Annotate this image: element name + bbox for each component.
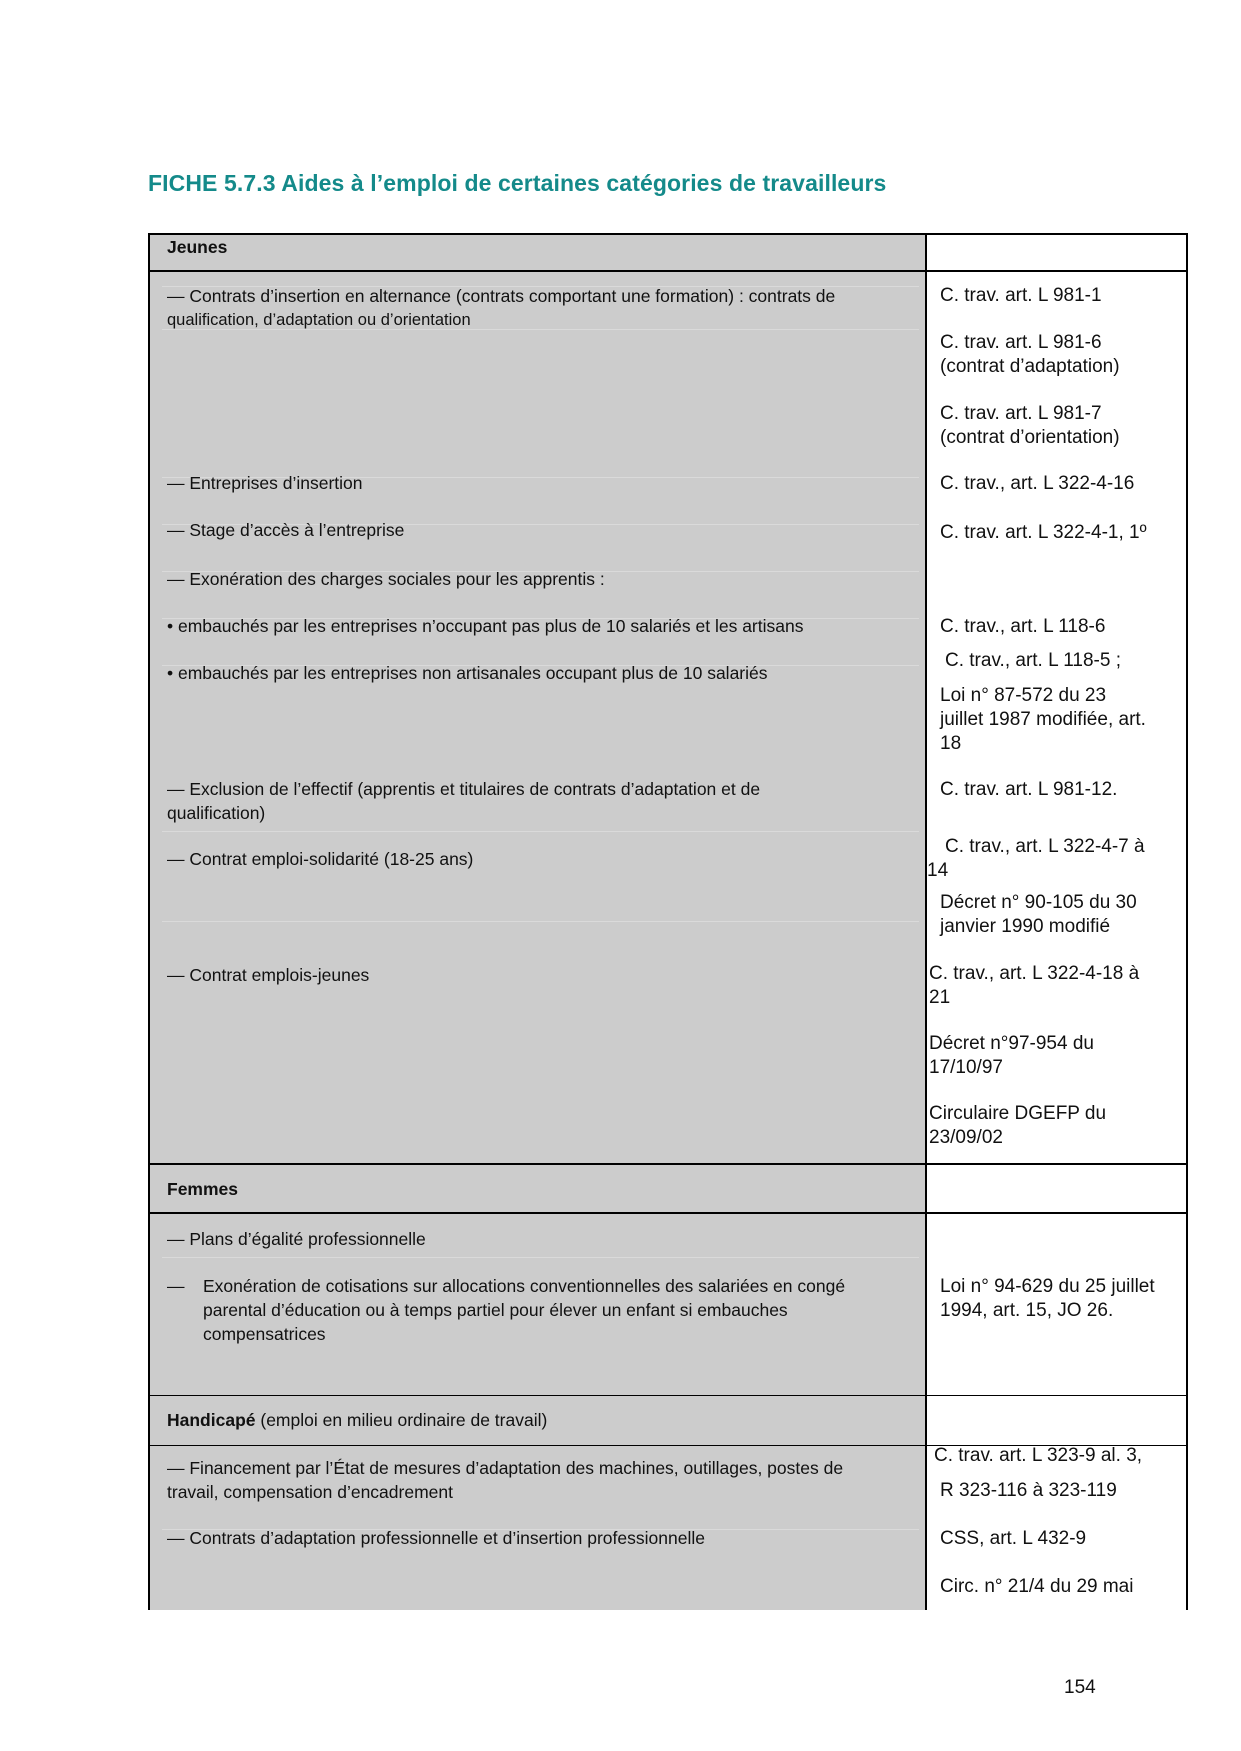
ref-line: 17/10/97 [929, 1057, 1003, 1078]
ref-line: C. trav., art. L 118-6 [940, 616, 1106, 637]
handicape-heading-bold: Handicapé [167, 1410, 256, 1430]
ref-line: 18 [940, 733, 962, 754]
item-exoneration-dash: — [167, 1276, 185, 1296]
ref-line: C. trav., art. L 322-4-7 à [945, 836, 1145, 857]
left-column-shading [150, 235, 925, 1610]
ref-line: Loi n° 87-572 du 23 [940, 685, 1107, 706]
item-contrats-adaptation: — Contrats d’adaptation professionnelle et d’insertion professionnelle [167, 1528, 705, 1548]
ref-line: C. trav. art. L 323-9 al. 3, [934, 1445, 1143, 1466]
item-stage-acces: — Stage d’accès à l’entreprise [167, 520, 405, 540]
page-number: 154 [1064, 1677, 1096, 1698]
ref-line: C. trav., art. L 322-4-16 [940, 473, 1135, 494]
rule-handicape-top [150, 1395, 1186, 1396]
item-financement-etat-line1: — Financement par l’État de mesures d’adaptation des machines, outillages, postes de [167, 1458, 844, 1478]
ref-line: 1994, art. 15, JO 26. [940, 1300, 1114, 1321]
item-contrat-emploi-solidarite: — Contrat emploi-solidarité (18-25 ans) [167, 849, 474, 869]
ref-line: C. trav. art. L 981-7 [940, 403, 1102, 424]
item-embauches-artisans: • embauchés par les entreprises n’occupant pas plus de 10 salariés et les artisans [167, 616, 804, 636]
ref-line: (contrat d’adaptation) [940, 356, 1120, 377]
ref-line: Loi n° 94-629 du 25 juillet [940, 1276, 1155, 1297]
ref-line: C. trav., art. L 118-5 ; [945, 650, 1121, 671]
ref-line: C. trav. art. L 981-12. [940, 779, 1118, 800]
item-contrats-insertion-line1: — Contrats d’insertion en alternance (contrats comportant une formation) : contrats de [167, 286, 836, 306]
ref-line: 21 [929, 987, 951, 1008]
item-exclusion-effectif-line1: — Exclusion de l’effectif (apprentis et titulaires de contrats d’adaptation et de [167, 779, 761, 799]
ref-line: 14 [927, 860, 949, 881]
ref-line: CSS, art. L 432-9 [940, 1528, 1087, 1549]
item-exoneration-apprentis: — Exonération des charges sociales pour les apprentis : [167, 569, 605, 589]
ref-line: R 323-116 à 323-119 [940, 1480, 1117, 1501]
handicape-heading-suffix: (emploi en milieu ordinaire de travail) [255, 1410, 548, 1430]
ref-line: C. trav. art. L 981-1 [940, 285, 1102, 306]
item-financement-etat-line2: travail, compensation d’encadrement [167, 1482, 453, 1502]
item-exoneration-line3: compensatrices [203, 1324, 326, 1344]
ref-line: juillet 1987 modifiée, art. [940, 709, 1146, 730]
item-exoneration-line1: Exonération de cotisations sur allocations conventionnelles des salariées en congé [203, 1276, 846, 1296]
section-heading-femmes: Femmes [167, 1179, 239, 1199]
rule-femmes-top [150, 1163, 1186, 1165]
row-separator [162, 1257, 919, 1258]
ref-line: C. trav. art. L 322-4-1, 1º [940, 522, 1147, 543]
ref-line: Circulaire DGEFP du [929, 1103, 1107, 1124]
item-embauches-non-artisanales: • embauchés par les entreprises non artisanales occupant plus de 10 salariés [167, 663, 768, 683]
aides-table [148, 233, 1188, 1610]
ref-line: C. trav. art. L 981-6 [940, 332, 1102, 353]
item-exclusion-effectif-line2: qualification) [167, 803, 266, 823]
ref-line: C. trav., art. L 322-4-18 à [929, 963, 1140, 984]
ref-line: 23/09/02 [929, 1127, 1003, 1148]
row-separator [162, 921, 919, 922]
page-title: FICHE 5.7.3 Aides à l’emploi de certaines catégories de travailleurs [148, 170, 887, 196]
ref-line: janvier 1990 modifié [940, 916, 1111, 937]
item-exoneration-line2: parental d’éducation ou à temps partiel pour élever un enfant si embauches [203, 1300, 788, 1320]
item-contrats-insertion-line2: qualification, d’adaptation ou d’orientation [167, 311, 471, 329]
item-plans-egalite: — Plans d’égalité professionnelle [167, 1229, 426, 1249]
rule-femmes-heading [150, 1212, 1186, 1214]
ref-line: Décret n° 90-105 du 30 [940, 892, 1137, 913]
ref-line: (contrat d’orientation) [940, 427, 1120, 448]
item-contrat-emplois-jeunes: — Contrat emplois-jeunes [167, 965, 370, 985]
section-heading-jeunes: Jeunes [167, 237, 228, 257]
rule-jeunes-heading [150, 270, 1186, 272]
section-heading-handicape [167, 1409, 547, 1433]
ref-line: Décret n°97-954 du [929, 1033, 1094, 1054]
column-divider [925, 235, 927, 1610]
row-separator [162, 831, 919, 832]
ref-line: Circ. n° 21/4 du 29 mai [940, 1576, 1134, 1597]
item-entreprises-insertion: — Entreprises d’insertion [167, 473, 363, 493]
